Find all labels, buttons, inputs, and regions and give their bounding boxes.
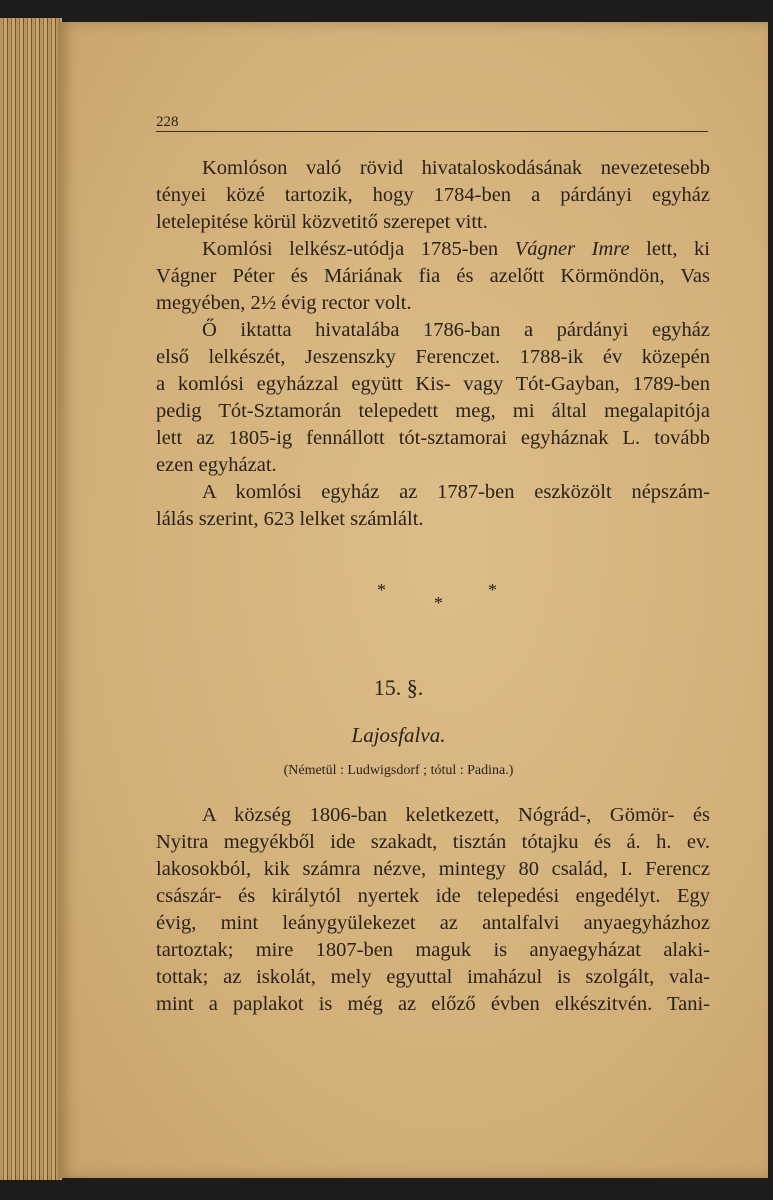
paragraph-4: [156, 479, 710, 533]
text-line: császár- és királytól nyertek ide telepedési engedélyt. Egy: [156, 885, 710, 907]
text-line: tényei közé tartozik, hogy 1784-ben a párdányi egyház: [156, 184, 710, 206]
text-line: mint a paplakot is még az előző évben elkészitvén. Tani-: [156, 993, 710, 1015]
paragraph-2: [156, 236, 710, 317]
text-span: Komlósi lelkész-utódja 1785-ben: [202, 238, 515, 260]
text-line: A komlósi egyház az 1787-ben eszközölt népszám-: [202, 481, 710, 503]
text-line: [156, 236, 710, 263]
text-line: tartoztak; mire 1807-ben maguk is anyaegyházat alaki-: [156, 939, 710, 961]
person-name: Vágner Imre: [514, 238, 630, 260]
text-line: megyében, 2½ évig rector volt.: [156, 292, 412, 314]
text-line: Vágner Péter és Máriának fia és azelőtt Körmöndön, Vas: [156, 265, 710, 287]
text-line: lett az 1805-ig fennállott tót-sztamorai egyháznak L. tovább: [156, 427, 710, 449]
text-line: Ő iktatta hivatalába 1786-ban a párdányi egyház: [202, 319, 710, 341]
text-span: lett, ki: [629, 238, 711, 260]
text-line: lakosokból, kik számra nézve, mintegy 80 család, I. Ferencz: [156, 858, 710, 880]
asterism-star: *: [434, 593, 443, 613]
header-rule: [156, 131, 708, 132]
text-line: évig, mint leánygyülekezet az antalfalvi anyaegyházhoz: [156, 912, 710, 934]
text-line: Nyitra megyékből ide szakadt, tisztán tótajku és á. h. ev.: [156, 831, 710, 853]
text-line: ezen egyházat.: [156, 454, 277, 476]
book-page-edges: [0, 18, 62, 1180]
section-number: 15. §.: [373, 675, 424, 700]
text-line: letelepitése körül közvetitő szerepet vitt.: [156, 211, 488, 233]
section-title: Lajosfalva.: [351, 723, 446, 747]
text-line: tottak; az iskolát, mely egyuttal imaházul is szolgált, vala-: [156, 966, 710, 988]
text-line: Komlóson való rövid hivataloskodásának nevezetesebb: [202, 157, 710, 179]
text-line: első lelkészét, Jeszenszky Ferenczet. 1788-ik év közepén: [156, 346, 710, 368]
paragraph-1: [156, 155, 710, 236]
text-line: A község 1806-ban keletkezett, Nógrád-, Gömör- és: [202, 804, 710, 826]
text-line: pedig Tót-Sztamorán telepedett meg, mi által megalapitója: [156, 400, 710, 422]
asterism-star: *: [377, 580, 386, 600]
text-line: lálás szerint, 623 lelket számlált.: [156, 508, 424, 530]
text-line: a komlósi egyházzal együtt Kis- vagy Tót-Gayban, 1789-ben: [156, 373, 710, 395]
page-number: 228: [156, 114, 179, 130]
paragraph-3: [156, 317, 710, 479]
asterism-star: *: [488, 580, 497, 600]
section-subtitle: (Németül : Ludwigsdorf ; tótul : Padina.): [283, 763, 514, 778]
paragraph-5: [156, 802, 710, 1018]
